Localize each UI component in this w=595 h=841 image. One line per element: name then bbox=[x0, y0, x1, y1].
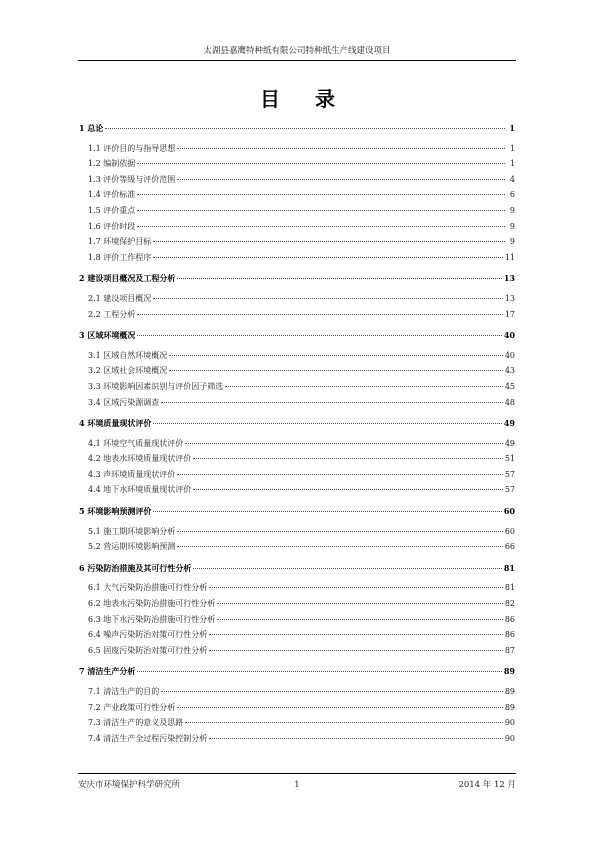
toc-entry-label: 1.4 评价标准 bbox=[88, 190, 136, 200]
toc-entry-label: 6.1 大气污染防治措施可行性分析 bbox=[88, 583, 208, 593]
toc-dot-leader bbox=[137, 314, 503, 315]
toc-dot-leader bbox=[137, 226, 505, 227]
toc-entry-page: 66 bbox=[504, 542, 515, 552]
toc-dot-leader bbox=[209, 650, 503, 651]
toc-entry-label: 4.3 声环境质量现状评价 bbox=[88, 469, 176, 479]
toc-entry-label: 5.1 施工期环境影响分析 bbox=[88, 526, 176, 536]
toc-section-entry[interactable] bbox=[79, 645, 515, 661]
toc-entry-page: 51 bbox=[504, 454, 515, 464]
toc-entry-label: 7.4 清洁生产全过程污染控制分析 bbox=[88, 733, 208, 743]
toc-entry-label: 7.1 清洁生产的目的 bbox=[88, 687, 160, 696]
toc-dot-leader bbox=[169, 370, 503, 371]
toc-section-entry[interactable] bbox=[79, 453, 515, 469]
toc-dot-leader bbox=[185, 722, 503, 723]
toc-dot-leader bbox=[153, 241, 505, 242]
toc-dot-leader bbox=[153, 423, 502, 424]
toc-entry-label: 1.2 编制依据 bbox=[88, 159, 136, 169]
toc-dot-leader bbox=[209, 634, 503, 635]
toc-entry-label: 6.3 地下水污染防治措施可行性分析 bbox=[88, 614, 216, 624]
toc-dot-leader bbox=[193, 458, 503, 459]
toc-section-entry[interactable] bbox=[79, 629, 515, 645]
toc-entry-label: 5.2 营运期环境影响预测 bbox=[88, 542, 176, 552]
toc-section-entry[interactable] bbox=[79, 484, 515, 500]
toc-dot-leader bbox=[153, 298, 503, 299]
toc-entry-page: 82 bbox=[504, 599, 515, 609]
toc-section-entry[interactable] bbox=[79, 158, 515, 174]
toc-dot-leader bbox=[177, 474, 503, 475]
toc-entry-page: 49 bbox=[504, 438, 515, 448]
toc-entry-page: 45 bbox=[504, 381, 515, 391]
toc-section-entry[interactable] bbox=[79, 598, 515, 614]
toc-dot-leader bbox=[177, 531, 503, 532]
toc-section-entry[interactable] bbox=[79, 221, 515, 237]
toc-entry-page: 9 bbox=[509, 237, 515, 247]
toc-entry-page: 1 bbox=[509, 123, 515, 133]
toc-entry-page: 81 bbox=[503, 562, 515, 573]
toc-dot-leader bbox=[137, 335, 502, 336]
toc-entry-page: 11 bbox=[504, 252, 515, 262]
toc-section-entry[interactable] bbox=[79, 350, 515, 366]
footer-date: 2014 年 12 月 bbox=[458, 780, 516, 790]
toc-entry-page: 17 bbox=[504, 309, 515, 319]
toc-section-entry[interactable] bbox=[79, 469, 515, 485]
toc-section-entry[interactable] bbox=[79, 397, 515, 413]
toc-entry-page: 57 bbox=[504, 485, 515, 495]
toc-entry-page: 89 bbox=[504, 687, 515, 696]
toc-entry-label: 2 建设项目概况及工程分析 bbox=[79, 273, 176, 284]
toc-section-entry[interactable] bbox=[79, 143, 515, 159]
toc-dot-leader bbox=[177, 707, 503, 708]
toc-section-entry[interactable] bbox=[79, 252, 515, 268]
toc-dot-leader bbox=[137, 210, 505, 211]
toc-entry-label: 4.4 地下水环境质量现状评价 bbox=[88, 485, 192, 495]
toc-dot-leader bbox=[185, 443, 503, 444]
toc-dot-leader bbox=[217, 603, 503, 604]
toc-dot-leader bbox=[153, 257, 503, 258]
toc-entry-label: 1.1 评价目的与指导思想 bbox=[88, 143, 176, 153]
toc-entry-page: 9 bbox=[509, 221, 515, 231]
toc-entry-label: 5 环境影响预测评价 bbox=[79, 506, 152, 517]
toc-entry-label: 6 污染防治措施及其可行性分析 bbox=[79, 562, 192, 573]
toc-entry-page: 89 bbox=[503, 666, 515, 677]
toc-entry-label: 3.2 区域社会环境概况 bbox=[88, 366, 168, 376]
toc-entry-label: 3 区域环境概况 bbox=[79, 330, 136, 341]
toc-entry-page: 87 bbox=[504, 645, 515, 655]
toc-chapter-entry[interactable] bbox=[79, 563, 515, 579]
toc-entry-page: 43 bbox=[504, 366, 515, 376]
toc-dot-leader bbox=[177, 546, 503, 547]
toc-section-entry[interactable] bbox=[79, 205, 515, 221]
toc-section-entry[interactable] bbox=[79, 365, 515, 381]
toc-entry-page: 49 bbox=[503, 418, 515, 429]
toc-chapter-entry[interactable] bbox=[79, 273, 515, 289]
toc-entry-label: 1.5 评价重点 bbox=[88, 205, 136, 215]
toc-entry-label: 3.4 区域污染源调查 bbox=[88, 397, 160, 407]
toc-entry-page: 40 bbox=[504, 350, 515, 360]
page-header bbox=[78, 42, 516, 61]
toc-section-entry[interactable] bbox=[79, 733, 515, 749]
toc-section-entry[interactable] bbox=[79, 293, 515, 309]
toc-section-entry[interactable] bbox=[79, 582, 515, 598]
toc-dot-leader bbox=[169, 355, 503, 356]
toc-dot-leader bbox=[177, 179, 505, 180]
toc-entry-page: 48 bbox=[504, 397, 515, 407]
toc-dot-leader bbox=[209, 738, 503, 739]
toc-entry-label: 4 环境质量现状评价 bbox=[79, 418, 152, 429]
toc-section-entry[interactable] bbox=[79, 236, 515, 252]
toc-entry-page: 9 bbox=[509, 205, 515, 215]
toc-entry-page: 86 bbox=[504, 630, 515, 640]
toc-section-entry[interactable] bbox=[79, 614, 515, 630]
toc-entry-label: 6.2 地表水污染防治措施可行性分析 bbox=[88, 599, 216, 609]
toc-dot-leader bbox=[193, 568, 502, 569]
toc-dot-leader bbox=[177, 148, 505, 149]
toc-chapter-entry[interactable] bbox=[79, 330, 515, 346]
toc-entry-page: 40 bbox=[503, 330, 515, 341]
toc-entry-label: 6.4 噪声污染防治对策可行性分析 bbox=[88, 630, 208, 640]
toc-entry-page: 1 bbox=[509, 143, 515, 153]
toc-dot-leader bbox=[137, 671, 502, 672]
toc-section-entry[interactable] bbox=[79, 438, 515, 454]
toc-dot-leader bbox=[161, 691, 503, 692]
toc-section-entry[interactable] bbox=[79, 189, 515, 205]
toc-chapter-entry[interactable] bbox=[79, 666, 515, 682]
toc-dot-leader bbox=[193, 489, 503, 490]
toc-dot-leader bbox=[105, 128, 505, 129]
toc-entry-label: 4.2 地表水环境质量现状评价 bbox=[88, 454, 192, 464]
toc-entry-page: 6 bbox=[509, 190, 515, 200]
toc-entry-label: 3.3 环境影响因素识别与评价因子筛选 bbox=[88, 381, 224, 391]
toc-dot-leader bbox=[161, 402, 503, 403]
toc-dot-leader bbox=[217, 619, 503, 620]
toc-entry-label: 1.3 评价等级与评价范围 bbox=[88, 174, 176, 184]
toc-chapter-entry[interactable] bbox=[79, 123, 515, 139]
toc-entry-page: 90 bbox=[504, 733, 515, 743]
header-title: 太湖县嘉鹰特种纸有限公司特种纸生产线建设项目 bbox=[203, 46, 391, 56]
toc-section-entry[interactable] bbox=[79, 686, 515, 702]
toc-entry-label: 1.7 环境保护目标 bbox=[88, 237, 152, 247]
toc-dot-leader bbox=[225, 386, 503, 387]
toc-dot-leader bbox=[137, 163, 505, 164]
toc-entry-label: 1.8 评价工作程序 bbox=[88, 252, 152, 262]
toc-entry-label: 3.1 区域自然环境概况 bbox=[88, 350, 168, 360]
toc-entry-label: 1 总论 bbox=[79, 123, 104, 133]
footer-page-number: 1 bbox=[294, 780, 300, 790]
toc-entry-page: 4 bbox=[509, 174, 515, 184]
footer-organization: 安庆市环境保护科学研究所 bbox=[78, 780, 181, 790]
toc-chapter-entry[interactable] bbox=[79, 418, 515, 434]
toc-entry-label: 7 清洁生产分析 bbox=[79, 666, 136, 677]
toc-entry-page: 60 bbox=[504, 526, 515, 536]
toc-entry-page: 13 bbox=[504, 293, 515, 303]
toc-chapter-entry[interactable] bbox=[79, 506, 515, 522]
toc-entry-label: 4.1 环境空气质量现状评价 bbox=[88, 438, 184, 448]
toc-entry-label: 6.5 固废污染防治对策可行性分析 bbox=[88, 645, 208, 655]
toc-entry-page: 89 bbox=[504, 702, 515, 712]
toc-section-entry[interactable] bbox=[79, 309, 515, 325]
toc-entry-label: 2.1 建设项目概况 bbox=[88, 293, 152, 303]
toc-dot-leader bbox=[137, 194, 505, 195]
toc-title: 目 录 bbox=[260, 87, 349, 111]
toc-dot-leader bbox=[209, 587, 503, 588]
toc-entry-page: 60 bbox=[503, 506, 515, 517]
toc-section-entry[interactable] bbox=[79, 541, 515, 557]
toc-entry-label: 7.3 清洁生产的意义及思路 bbox=[88, 718, 184, 728]
toc-entry-label: 1.6 评价时段 bbox=[88, 221, 136, 231]
table-of-contents bbox=[79, 119, 515, 748]
page-footer bbox=[78, 773, 516, 794]
toc-entry-page: 1 bbox=[509, 159, 515, 169]
toc-section-entry[interactable] bbox=[79, 717, 515, 733]
toc-section-entry[interactable] bbox=[79, 381, 515, 397]
toc-section-entry[interactable] bbox=[79, 526, 515, 542]
toc-entry-label: 2.2 工程分析 bbox=[88, 309, 136, 319]
toc-entry-page: 13 bbox=[503, 273, 515, 284]
toc-dot-leader bbox=[153, 511, 502, 512]
toc-entry-page: 90 bbox=[504, 718, 515, 728]
toc-entry-label: 7.2 产业政策可行性分析 bbox=[88, 702, 176, 712]
toc-section-entry[interactable] bbox=[79, 174, 515, 190]
toc-entry-page: 57 bbox=[504, 469, 515, 479]
toc-section-entry[interactable] bbox=[79, 702, 515, 718]
toc-dot-leader bbox=[177, 278, 502, 279]
toc-entry-page: 86 bbox=[504, 614, 515, 624]
toc-entry-page: 81 bbox=[504, 583, 515, 593]
